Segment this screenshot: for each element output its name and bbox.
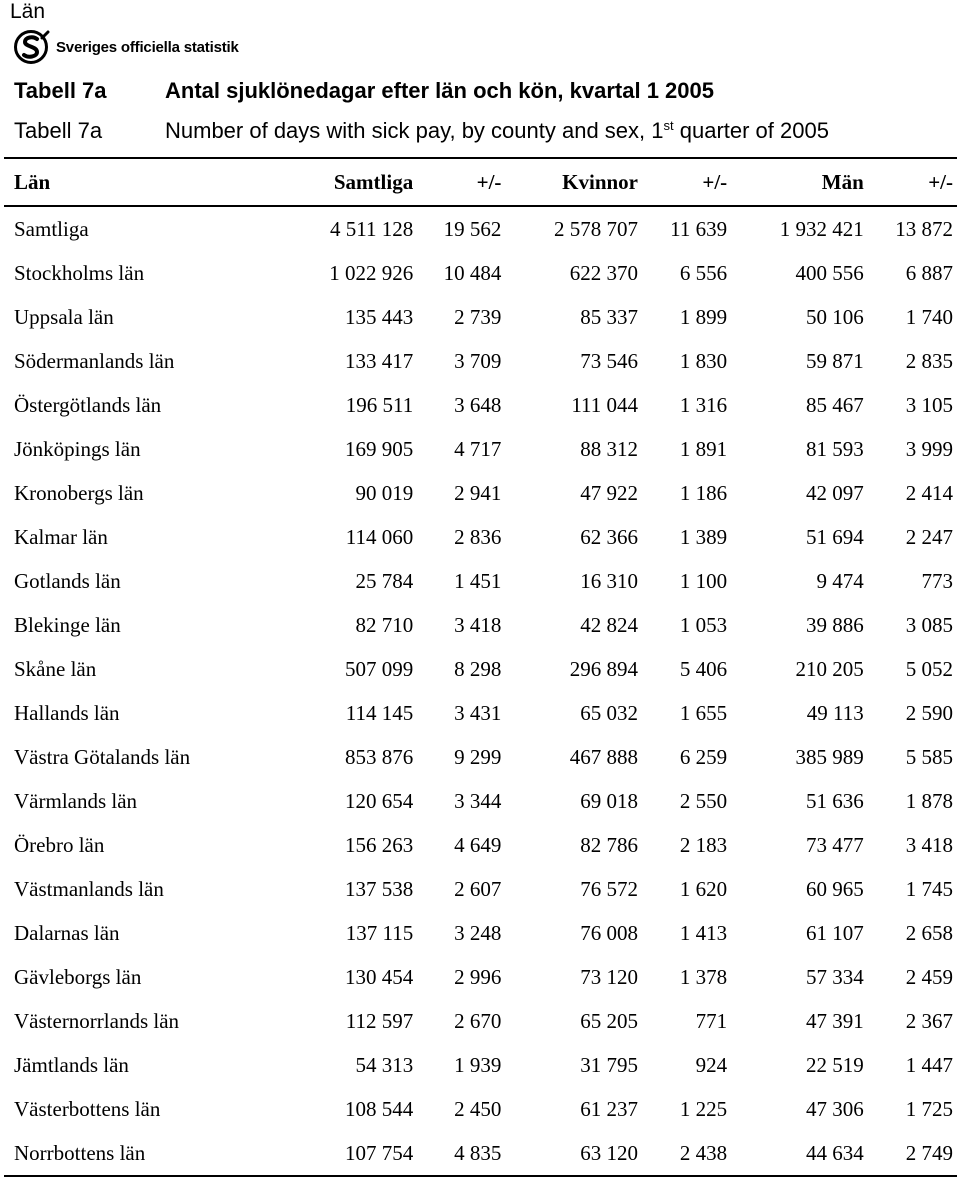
men-cell: 81 593 <box>806 436 864 461</box>
men-change-cell: 3 418 <box>905 832 953 857</box>
men-cell: 42 097 <box>806 480 864 505</box>
table-row <box>4 206 957 251</box>
total-change-cell: 8 298 <box>454 656 502 681</box>
table-title-text: Number of days with sick pay, by county and sex, 1st quarter of 2005 <box>165 118 829 143</box>
table-number: Tabell 7a <box>14 118 103 143</box>
men-change-cell: 1 725 <box>905 1096 953 1121</box>
county-cell: Jönköpings län <box>14 436 141 461</box>
table-row <box>4 823 957 867</box>
women-change-cell: 1 620 <box>679 876 728 901</box>
county-cell: Kronobergs län <box>14 480 144 505</box>
total-cell: 133 417 <box>344 348 414 373</box>
women-cell: 73 546 <box>580 348 639 373</box>
table-row <box>4 779 957 823</box>
men-change-cell: 5 052 <box>905 656 953 681</box>
women-cell: 62 366 <box>580 524 639 549</box>
women-cell: 88 312 <box>580 436 639 461</box>
total-change-cell: 3 418 <box>454 612 502 637</box>
total-change-cell: 3 344 <box>454 788 502 813</box>
county-cell: Jämtlands län <box>14 1052 129 1077</box>
total-cell: 25 784 <box>355 568 414 593</box>
men-cell: 60 965 <box>806 876 864 901</box>
table-row <box>4 647 957 691</box>
total-cell: 112 597 <box>345 1008 414 1033</box>
col-header-change-women: +/- <box>638 158 727 206</box>
total-cell: 108 544 <box>344 1096 414 1121</box>
women-cell: 65 032 <box>580 700 639 725</box>
total-change-cell: 3 709 <box>454 348 502 373</box>
total-cell: 137 115 <box>345 920 414 945</box>
women-cell: 16 310 <box>580 568 639 593</box>
women-cell: 296 894 <box>569 656 639 681</box>
women-cell: 622 370 <box>569 260 639 285</box>
total-cell: 114 145 <box>345 700 414 725</box>
total-change-cell: 3 648 <box>454 392 502 417</box>
men-change-cell: 13 872 <box>895 216 953 241</box>
table-row <box>4 559 957 603</box>
total-change-cell: 2 739 <box>454 304 502 329</box>
men-cell: 210 205 <box>795 656 864 681</box>
table-row <box>4 295 957 339</box>
women-change-cell: 2 438 <box>638 1131 727 1176</box>
total-change-cell: 4 717 <box>454 436 502 461</box>
men-cell: 47 306 <box>806 1096 864 1121</box>
men-change-cell: 5 585 <box>905 744 953 769</box>
men-change-cell: 1 740 <box>905 304 953 329</box>
men-change-cell: 2 749 <box>864 1131 957 1176</box>
women-cell: 76 008 <box>580 920 639 945</box>
county-cell: Stockholms län <box>14 260 145 285</box>
col-header-change-total: +/- <box>413 158 501 206</box>
total-cell: 114 060 <box>345 524 414 549</box>
table-row <box>4 867 957 911</box>
col-header-change-men: +/- <box>864 158 957 206</box>
men-cell: 50 106 <box>806 304 864 329</box>
women-change-cell: 1 053 <box>679 612 728 637</box>
table-row <box>4 471 957 515</box>
men-cell: 1 932 421 <box>779 216 864 241</box>
page-top-label: Län <box>10 0 46 23</box>
women-change-cell: 1 899 <box>679 304 728 329</box>
col-header-kvinnor: Kvinnor <box>501 158 638 206</box>
table-row <box>4 1043 957 1087</box>
men-cell: 39 886 <box>806 612 864 637</box>
total-cell: 169 905 <box>344 436 414 461</box>
women-change-cell: 1 389 <box>679 524 728 549</box>
women-change-cell: 6 556 <box>679 260 728 285</box>
total-cell: 156 263 <box>344 832 414 857</box>
table-row <box>4 955 957 999</box>
county-cell: Gävleborgs län <box>14 964 142 989</box>
total-change-cell: 2 836 <box>454 524 502 549</box>
men-change-cell: 2 835 <box>905 348 953 373</box>
county-cell: Örebro län <box>14 832 105 857</box>
table-row <box>4 515 957 559</box>
women-cell: 65 205 <box>580 1008 639 1033</box>
county-cell: Uppsala län <box>14 304 114 329</box>
county-cell: Västra Götalands län <box>14 744 191 769</box>
women-cell: 47 922 <box>580 480 639 505</box>
sos-logo-icon <box>14 30 52 64</box>
county-cell: Blekinge län <box>14 612 121 637</box>
table-row <box>4 251 957 295</box>
county-cell: Norrbottens län <box>4 1131 242 1176</box>
county-cell: Värmlands län <box>14 788 138 813</box>
total-change-cell: 1 939 <box>454 1052 502 1077</box>
total-change-cell: 4 835 <box>413 1131 501 1176</box>
county-cell: Västmanlands län <box>14 876 164 901</box>
total-change-cell: 4 649 <box>454 832 502 857</box>
col-header-lan: Län <box>4 158 242 206</box>
men-cell: 51 636 <box>806 788 864 813</box>
men-cell: 44 634 <box>727 1131 864 1176</box>
women-cell: 467 888 <box>569 744 639 769</box>
men-cell: 51 694 <box>806 524 864 549</box>
men-change-cell: 2 367 <box>905 1008 953 1033</box>
col-header-man: Män <box>727 158 864 206</box>
table-row <box>4 999 957 1043</box>
total-change-cell: 9 299 <box>454 744 502 769</box>
total-cell: 196 511 <box>345 392 414 417</box>
total-cell: 507 099 <box>344 656 414 681</box>
table-row <box>4 1087 957 1131</box>
county-cell: Dalarnas län <box>14 920 120 945</box>
men-cell: 73 477 <box>806 832 864 857</box>
women-change-cell: 1 100 <box>679 568 728 593</box>
col-header-samtliga: Samtliga <box>242 158 414 206</box>
total-change-cell: 3 431 <box>454 700 502 725</box>
county-cell: Östergötlands län <box>14 392 162 417</box>
women-change-cell: 771 <box>695 1008 728 1033</box>
women-cell: 85 337 <box>580 304 639 329</box>
men-cell: 385 989 <box>795 744 864 769</box>
total-change-cell: 2 670 <box>454 1008 502 1033</box>
women-change-cell: 2 550 <box>679 788 728 813</box>
total-cell: 107 754 <box>242 1131 414 1176</box>
total-cell: 135 443 <box>344 304 414 329</box>
table-row <box>4 691 957 735</box>
table-row <box>4 339 957 383</box>
total-cell: 130 454 <box>344 964 414 989</box>
county-cell: Västernorrlands län <box>14 1008 180 1033</box>
total-change-cell: 1 451 <box>454 568 502 593</box>
women-change-cell: 1 316 <box>679 392 728 417</box>
table-row <box>4 735 957 779</box>
women-cell: 73 120 <box>580 964 639 989</box>
county-cell: Kalmar län <box>14 524 108 549</box>
total-cell: 137 538 <box>344 876 414 901</box>
men-change-cell: 3 999 <box>905 436 953 461</box>
women-change-cell: 1 225 <box>679 1096 728 1121</box>
total-change-cell: 2 996 <box>454 964 502 989</box>
women-change-cell: 1 186 <box>679 480 728 505</box>
total-cell: 853 876 <box>344 744 414 769</box>
county-cell: Västerbottens län <box>14 1096 161 1121</box>
men-cell: 49 113 <box>806 700 864 725</box>
total-change-cell: 2 450 <box>454 1096 502 1121</box>
table-header-row <box>4 158 957 206</box>
total-cell: 54 313 <box>355 1052 414 1077</box>
total-change-cell: 3 248 <box>454 920 502 945</box>
men-cell: 61 107 <box>806 920 864 945</box>
women-cell: 69 018 <box>580 788 639 813</box>
women-change-cell: 1 891 <box>679 436 728 461</box>
total-change-cell: 19 562 <box>443 216 502 241</box>
women-cell: 42 824 <box>580 612 639 637</box>
men-change-cell: 2 658 <box>905 920 953 945</box>
table-row <box>4 1131 957 1176</box>
total-cell: 4 511 128 <box>329 216 414 241</box>
women-cell: 2 578 707 <box>554 216 639 241</box>
men-cell: 59 871 <box>806 348 864 373</box>
women-change-cell: 11 639 <box>670 216 728 241</box>
men-cell: 9 474 <box>816 568 864 593</box>
men-change-cell: 2 590 <box>905 700 953 725</box>
women-cell: 76 572 <box>580 876 639 901</box>
county-cell: Södermanlands län <box>14 348 175 373</box>
county-cell: Samtliga <box>14 216 89 241</box>
women-change-cell: 1 655 <box>679 700 728 725</box>
total-cell: 82 710 <box>355 612 414 637</box>
total-change-cell: 10 484 <box>443 260 502 285</box>
table-row <box>4 603 957 647</box>
men-cell: 22 519 <box>806 1052 864 1077</box>
women-cell: 111 044 <box>571 392 639 417</box>
women-change-cell: 1 378 <box>679 964 728 989</box>
total-cell: 1 022 926 <box>329 260 414 285</box>
sos-logo-text: Sveriges officiella statistik <box>56 38 239 56</box>
women-change-cell: 1 413 <box>679 920 728 945</box>
county-cell: Hallands län <box>14 700 120 725</box>
sick-pay-table <box>4 157 957 1177</box>
table-row <box>4 427 957 471</box>
women-change-cell: 1 830 <box>679 348 728 373</box>
women-cell: 63 120 <box>501 1131 638 1176</box>
total-change-cell: 2 941 <box>454 480 502 505</box>
men-change-cell: 6 887 <box>905 260 953 285</box>
men-change-cell: 3 105 <box>905 392 953 417</box>
total-cell: 120 654 <box>344 788 414 813</box>
women-change-cell: 2 183 <box>679 832 728 857</box>
total-change-cell: 2 607 <box>454 876 502 901</box>
men-change-cell: 2 414 <box>905 480 953 505</box>
women-cell: 31 795 <box>580 1052 639 1077</box>
women-change-cell: 924 <box>695 1052 728 1077</box>
table-title-text: Antal sjuklönedagar efter län och kön, kvartal 1 2005 <box>165 78 714 103</box>
men-change-cell: 1 447 <box>905 1052 953 1077</box>
men-change-cell: 3 085 <box>905 612 953 637</box>
women-change-cell: 6 259 <box>679 744 728 769</box>
table-number: Tabell 7a <box>14 78 107 103</box>
men-cell: 47 391 <box>806 1008 864 1033</box>
county-cell: Gotlands län <box>14 568 121 593</box>
men-change-cell: 2 459 <box>905 964 953 989</box>
men-change-cell: 1 745 <box>905 876 953 901</box>
men-cell: 400 556 <box>795 260 864 285</box>
total-cell: 90 019 <box>355 480 414 505</box>
sos-logo <box>14 30 239 64</box>
men-cell: 85 467 <box>806 392 864 417</box>
women-change-cell: 5 406 <box>679 656 728 681</box>
county-cell: Skåne län <box>14 656 97 681</box>
table-row <box>4 911 957 955</box>
men-change-cell: 1 878 <box>905 788 953 813</box>
women-cell: 61 237 <box>580 1096 639 1121</box>
women-cell: 82 786 <box>580 832 639 857</box>
men-change-cell: 2 247 <box>905 524 953 549</box>
table-row <box>4 383 957 427</box>
men-change-cell: 773 <box>921 568 953 593</box>
men-cell: 57 334 <box>806 964 864 989</box>
